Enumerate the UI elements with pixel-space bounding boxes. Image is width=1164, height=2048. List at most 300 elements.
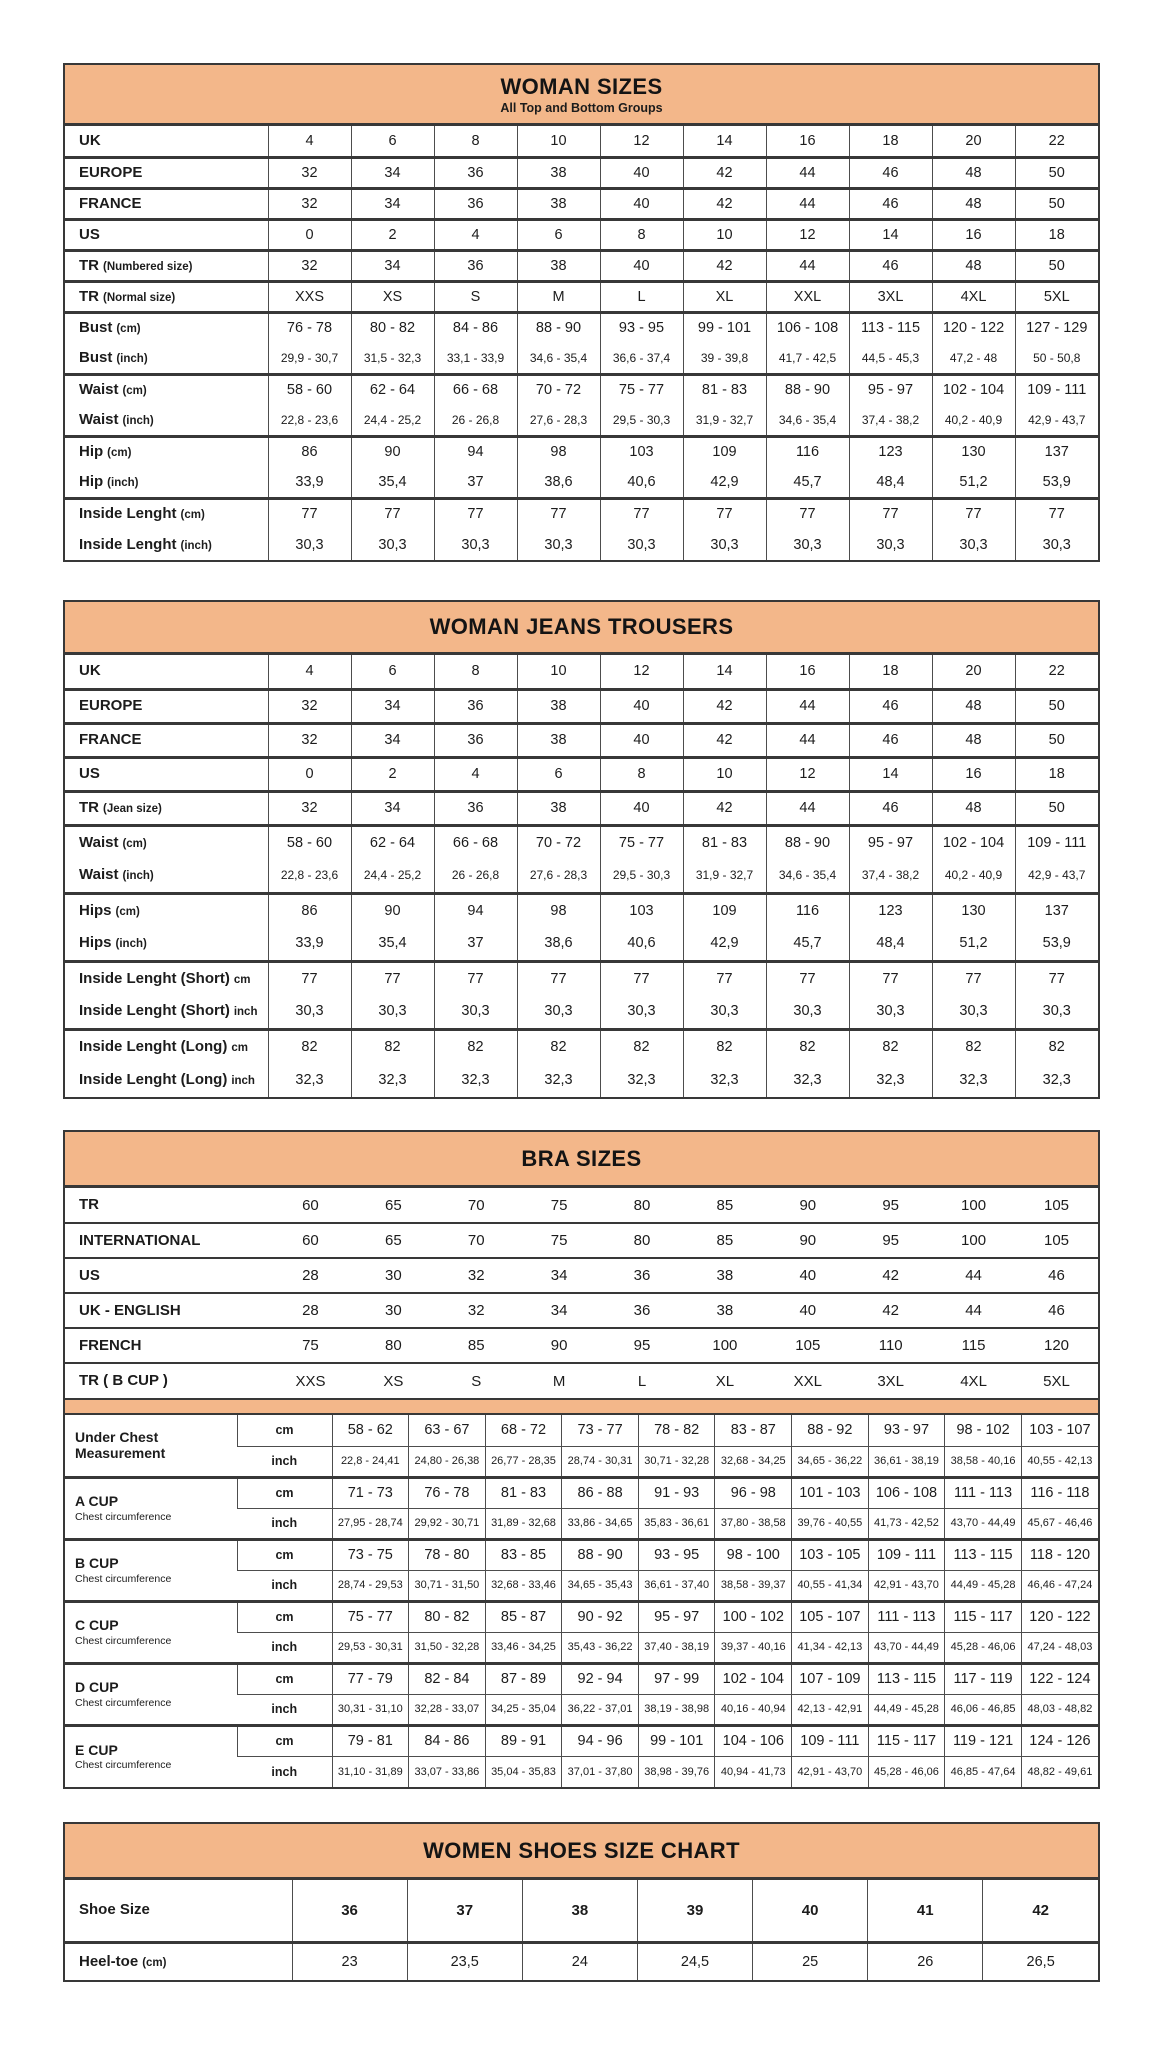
size-cell: 109 - 111 [792,1725,869,1756]
cup-label-text: D CUP [75,1679,119,1696]
size-cell: 83 - 85 [485,1539,562,1570]
size-cell: 77 [600,961,683,995]
row-label [65,961,268,995]
row-label-text: US [79,1266,100,1284]
size-cell: 77 [600,498,683,529]
size-cell: M [517,281,600,312]
row-label [65,498,268,529]
row-label [65,188,268,219]
cup-label-text: E CUP [75,1742,118,1759]
size-cell: 78 - 80 [409,1539,486,1570]
size-cell: 0 [268,219,351,250]
table-row [65,1415,1098,1446]
size-cell: 42 [683,689,766,723]
size-cell: 36,61 - 38,19 [868,1446,945,1477]
size-cell: 86 - 88 [562,1477,639,1508]
table-title: WOMEN SHOES SIZE CHART [423,1837,740,1863]
size-cell: 18 [1015,757,1098,791]
size-cell: 68 - 72 [485,1415,562,1446]
row-label-text: EUROPE [79,697,143,714]
size-cell: 77 [434,961,517,995]
row-label-text: Bust [79,348,113,366]
size-cell: 40,6 [600,467,683,498]
size-cell: 28,74 - 30,31 [562,1446,639,1477]
size-cell: 42,13 - 42,91 [792,1694,869,1725]
size-cell: 8 [600,219,683,250]
size-cell: 33,07 - 33,86 [409,1756,486,1787]
size-cell: 44 [766,723,849,757]
size-cell: 77 [517,498,600,529]
size-cell: 62 - 64 [351,825,434,859]
size-cell: 40,6 [600,927,683,961]
table-row [65,893,1098,927]
row-label-text: Hips [79,934,112,952]
size-cell: 32,3 [849,1063,932,1097]
size-cell: 77 [1015,961,1098,995]
size-cell: 98 - 102 [945,1415,1022,1446]
row-label-text: TR [79,256,99,274]
size-cell: 38 [517,250,600,281]
size-cell: 46,46 - 47,24 [1021,1570,1098,1601]
size-cell: 30,3 [1015,529,1098,560]
cup-label [65,1415,237,1477]
table-header-band [65,1132,1098,1188]
size-cell: 76 - 78 [409,1477,486,1508]
size-cell: 95 [849,1223,932,1258]
size-cell: XXL [766,1363,849,1398]
row-label-text: Hip [79,443,104,461]
size-cell: 80 [352,1328,435,1363]
row-label [65,219,268,250]
row-label-text: FRENCH [79,1336,142,1354]
unit-label: cm [237,1539,332,1570]
table-row [65,757,1098,791]
size-cell: 44 [766,791,849,825]
row-label [65,374,268,405]
size-cell: 51,2 [932,467,1015,498]
row-label-text: Waist [79,833,119,851]
size-cell: 70 [467,1196,485,1214]
size-cell: 22,8 - 23,6 [268,405,351,436]
size-cell: 110 [849,1328,932,1363]
size-cell: 4XL [932,1363,1015,1398]
size-cell: 85 [683,1223,766,1258]
size-cell: 5XL [1015,1363,1098,1398]
size-cell: 42 [683,188,766,219]
size-cell: 77 [517,961,600,995]
size-cell: 16 [766,126,849,157]
table-row [65,405,1098,436]
size-cell: 127 - 129 [1015,312,1098,343]
size-cell: 26,77 - 28,35 [485,1446,562,1477]
size-cell: 16 [932,219,1015,250]
size-cell: 90 [766,1223,849,1258]
size-cell: 28,74 - 29,53 [332,1570,409,1601]
size-cell: 4 [434,757,517,791]
size-cell: 63 - 67 [409,1415,486,1446]
size-cell: 10 [517,655,600,689]
size-cell: 22,8 - 23,6 [268,859,351,893]
table-header-band [65,1824,1098,1880]
size-cell: 90 [518,1328,601,1363]
size-cell: 36,61 - 37,40 [638,1570,715,1601]
size-cell: 12 [766,757,849,791]
size-cell: 40 [600,791,683,825]
size-cell: 14 [683,126,766,157]
size-cell: 70 [435,1223,518,1258]
row-label [65,723,268,757]
size-cell: 28 [269,1293,352,1328]
row-label-unit: (inch) [122,870,154,883]
row-label-text: Inside Lenght (Short) [79,1002,230,1020]
table-row [65,961,1098,995]
size-cell: 39,76 - 40,55 [792,1508,869,1539]
size-cell: 34,25 - 35,04 [485,1694,562,1725]
size-cell: 32 [268,188,351,219]
size-cell: 46 [1015,1258,1098,1293]
row-label-unit: cm [233,973,251,986]
cup-label-subtext: Chest circumference [75,1759,172,1772]
size-cell: 93 - 95 [600,312,683,343]
size-cell: 6 [351,655,434,689]
size-cell: 70 - 72 [517,374,600,405]
size-cell: 122 - 124 [1021,1663,1098,1694]
row-label-text: FRANCE [79,731,142,748]
size-cell: 39 - 39,8 [683,343,766,374]
size-cell: 71 - 73 [332,1477,409,1508]
row-label-text: Inside Lenght (Long) [79,1071,228,1088]
size-cell: S [434,281,517,312]
size-cell: 22 [1015,655,1098,689]
size-cell: 137 [1015,893,1098,927]
unit-label: inch [237,1756,332,1787]
size-cell: 60 [302,1196,319,1214]
table-row [65,1258,1098,1293]
size-cell: 30 [352,1258,435,1293]
size-cell: 42 [683,723,766,757]
size-cell: 43,70 - 44,49 [945,1508,1022,1539]
table-row [65,825,1098,859]
row-label-unit: (cm) [107,447,132,460]
size-cell: 46 [849,157,932,188]
size-cell: 26 [868,1942,983,1980]
size-cell: 50 [1015,723,1098,757]
row-label-text: Shoe Size [79,1901,150,1919]
size-cell: 44 [766,157,849,188]
table-row [65,1601,1098,1632]
size-cell: 27,6 - 28,3 [517,405,600,436]
size-cell: 36 [434,791,517,825]
size-cell: 12 [766,219,849,250]
size-cell: 94 [434,893,517,927]
table-row [65,1539,1098,1570]
size-cell: 50 [1015,689,1098,723]
size-cell: 30,3 [268,529,351,560]
size-cell: 34,6 - 35,4 [766,859,849,893]
size-cell: 42,91 - 43,70 [792,1756,869,1787]
row-label [65,893,268,927]
size-cell: L [601,1363,684,1398]
size-cell: 29,5 - 30,3 [600,405,683,436]
size-cell: 130 [932,893,1015,927]
size-cell: 109 [683,436,766,467]
table-row [65,250,1098,281]
size-cell: 24,4 - 25,2 [351,859,434,893]
size-cell: 10 [683,757,766,791]
size-cell: 6 [351,126,434,157]
row-label-unit: inch [233,1006,258,1019]
size-cell: 31,50 - 32,28 [409,1632,486,1663]
size-cell: 76 - 78 [268,312,351,343]
size-cell: 99 - 101 [683,312,766,343]
size-cell: 75 [550,1196,568,1214]
row-label [65,655,268,689]
size-cell: 80 [601,1223,684,1258]
table-row [65,219,1098,250]
size-cell: 30,71 - 31,50 [409,1570,486,1601]
size-cell: S [435,1363,518,1398]
size-cell: 34,65 - 35,43 [562,1570,639,1601]
row-label [65,312,268,343]
size-cell: 43,70 - 44,49 [868,1632,945,1663]
size-cell: 40,16 - 40,94 [715,1694,792,1725]
size-cell: 105 [1015,1223,1098,1258]
size-cell: 90 - 92 [562,1601,639,1632]
row-label-unit: (cm) [115,905,140,918]
size-cell: 32,3 [268,1063,351,1097]
size-cell: 109 [683,893,766,927]
size-cell: 38,58 - 39,37 [715,1570,792,1601]
size-cell: 4XL [932,281,1015,312]
size-cell: 42 [849,1293,932,1328]
size-cell: 23 [292,1942,407,1980]
size-cell: 46 [849,250,932,281]
row-label [65,1293,269,1328]
size-cell: 95 - 97 [849,374,932,405]
size-cell: 113 - 115 [945,1539,1022,1570]
size-cell: 75 - 77 [332,1601,409,1632]
size-cell: 23,5 [407,1942,522,1980]
size-cell: 120 - 122 [1021,1601,1098,1632]
size-cell: 50 - 50,8 [1015,343,1098,374]
size-cell: 65 [352,1223,435,1258]
size-cell: 30,3 [600,529,683,560]
size-cell: 30,71 - 32,28 [638,1446,715,1477]
size-cell: 100 [961,1196,987,1214]
cup-label [65,1539,237,1601]
size-cell: 33,86 - 34,65 [562,1508,639,1539]
size-cell: 111 - 113 [868,1601,945,1632]
size-cell: 35,43 - 36,22 [562,1632,639,1663]
size-cell: 113 - 115 [849,312,932,343]
size-cell: 33,9 [268,467,351,498]
size-cell: 79 - 81 [332,1725,409,1756]
table-row [65,1223,1098,1258]
size-cell: 34 [351,791,434,825]
size-cell: 113 - 115 [868,1663,945,1694]
size-cell: 116 [766,893,849,927]
size-cell: 38,19 - 38,98 [638,1694,715,1725]
size-cell: 6 [517,219,600,250]
row-label-text: Inside Lenght [79,535,177,553]
table-row [65,723,1098,757]
table-row [65,1063,1098,1097]
size-cell: 35,4 [351,927,434,961]
size-cell: 86 [268,436,351,467]
size-cell: 26 - 26,8 [434,405,517,436]
size-cell: 37 [407,1880,522,1942]
size-cell: 30,3 [849,995,932,1029]
size-cell: 117 - 119 [945,1663,1022,1694]
size-cell: 97 - 99 [638,1663,715,1694]
size-cell: 93 - 95 [638,1539,715,1570]
size-cell: 36 [434,250,517,281]
size-cell: 98 [517,436,600,467]
size-cell: 34,6 - 35,4 [766,405,849,436]
row-label [65,157,268,188]
size-cell: 3XL [849,281,932,312]
unit-label: cm [237,1663,332,1694]
size-cell: 44,49 - 45,28 [945,1570,1022,1601]
size-cell: 88 - 90 [766,825,849,859]
size-cell: 94 - 96 [562,1725,639,1756]
unit-label: inch [237,1632,332,1663]
bra-sizes-table [63,1130,1100,1789]
size-cell: 137 [1015,436,1098,467]
size-cell: 62 - 64 [351,374,434,405]
size-cell: 82 [932,1029,1015,1063]
row-label-text: TR ( B CUP ) [79,1372,168,1389]
size-cell: 51,2 [932,927,1015,961]
size-cell: 40,2 - 40,9 [932,405,1015,436]
size-cell: 105 [766,1328,849,1363]
size-cell: 66 - 68 [434,825,517,859]
row-label-unit: (cm) [122,837,147,850]
size-cell: 118 - 120 [1021,1539,1098,1570]
size-cell: 42 [683,250,766,281]
size-cell: 39 [637,1880,752,1942]
size-cell: 35,04 - 35,83 [485,1756,562,1787]
size-cell: 111 - 113 [945,1477,1022,1508]
row-label-unit: (inch) [122,414,154,427]
size-cell: 32,68 - 34,25 [715,1446,792,1477]
size-cell: 30,3 [268,995,351,1029]
bra-conversion-grid [65,1188,1098,1398]
size-cell: 82 [434,1029,517,1063]
unit-label: cm [237,1601,332,1632]
table-row [65,791,1098,825]
size-cell: XXS [269,1363,352,1398]
size-cell: 119 - 121 [945,1725,1022,1756]
size-cell: 40,94 - 41,73 [715,1756,792,1787]
section-divider [65,1398,1098,1415]
size-cell: 44 [766,188,849,219]
size-cell: 77 [766,961,849,995]
size-cell: 48 [932,188,1015,219]
size-cell: 106 - 108 [766,312,849,343]
size-cell: XS [352,1363,435,1398]
cup-label-subtext: Chest circumference [75,1510,172,1523]
table-header-band [65,602,1098,655]
size-cell: 46 [849,791,932,825]
size-cell: 29,92 - 30,71 [409,1508,486,1539]
size-cell: 91 - 93 [638,1477,715,1508]
unit-label: inch [237,1694,332,1725]
size-cell: 40 [600,188,683,219]
row-label-text: FRANCE [79,194,142,212]
size-cell: 45,28 - 46,06 [868,1756,945,1787]
size-cell: 31,9 - 32,7 [683,859,766,893]
size-cell: 82 - 84 [409,1663,486,1694]
size-cell: 18 [849,126,932,157]
size-cell: 42,9 [683,467,766,498]
row-label [65,825,268,859]
size-cell: 47,24 - 48,03 [1021,1632,1098,1663]
size-cell: 36 [601,1258,684,1293]
row-label-text: Bust [79,319,113,337]
table-row [65,859,1098,893]
size-cell: 8 [434,126,517,157]
size-cell: 98 - 100 [715,1539,792,1570]
size-cell: 37,4 - 38,2 [849,405,932,436]
unit-label: inch [237,1508,332,1539]
size-cell: 32 [268,157,351,188]
row-label [65,1328,269,1363]
cup-label-subtext: Chest circumference [75,1696,172,1709]
size-cell: 75 - 77 [600,374,683,405]
table-title: WOMAN JEANS TROUSERS [429,614,734,639]
table-row [65,343,1098,374]
size-cell: 85 [716,1196,734,1214]
size-cell: 40 [600,723,683,757]
table-row [65,188,1098,219]
size-cell: 80 - 82 [409,1601,486,1632]
row-label-unit: (cm) [142,1956,167,1969]
size-cell: 6 [517,757,600,791]
row-label [65,791,268,825]
cup-label-text: A CUP [75,1493,119,1510]
size-cell: 44 [766,250,849,281]
size-cell: 46,06 - 46,85 [945,1694,1022,1725]
row-label-text: UK - ENGLISH [79,1301,181,1319]
size-cell: 50 [1015,791,1098,825]
size-cell: 42 [683,157,766,188]
size-cell: 41,34 - 42,13 [792,1632,869,1663]
size-cell: 34,6 - 35,4 [517,343,600,374]
row-label [65,436,268,467]
size-cell: 37 [434,927,517,961]
size-cell: 14 [683,655,766,689]
size-cell: 30,3 [683,995,766,1029]
size-cell: 81 - 83 [683,825,766,859]
size-cell: 4 [268,655,351,689]
row-label [65,1258,269,1293]
size-cell: 34 [518,1293,601,1328]
size-cell: 66 - 68 [434,374,517,405]
size-cell: 82 [351,1029,434,1063]
size-cell: 115 [932,1328,1015,1363]
row-label [65,1363,269,1398]
table-row [65,1663,1098,1694]
size-cell: 84 - 86 [409,1725,486,1756]
size-cell: 36 [434,689,517,723]
cup-label-text: B CUP [75,1555,119,1572]
size-cell: 44 [932,1293,1015,1328]
row-label [65,1063,268,1097]
size-cell: 44,5 - 45,3 [849,343,932,374]
size-cell: 40,2 - 40,9 [932,859,1015,893]
table-header-band [65,65,1098,126]
